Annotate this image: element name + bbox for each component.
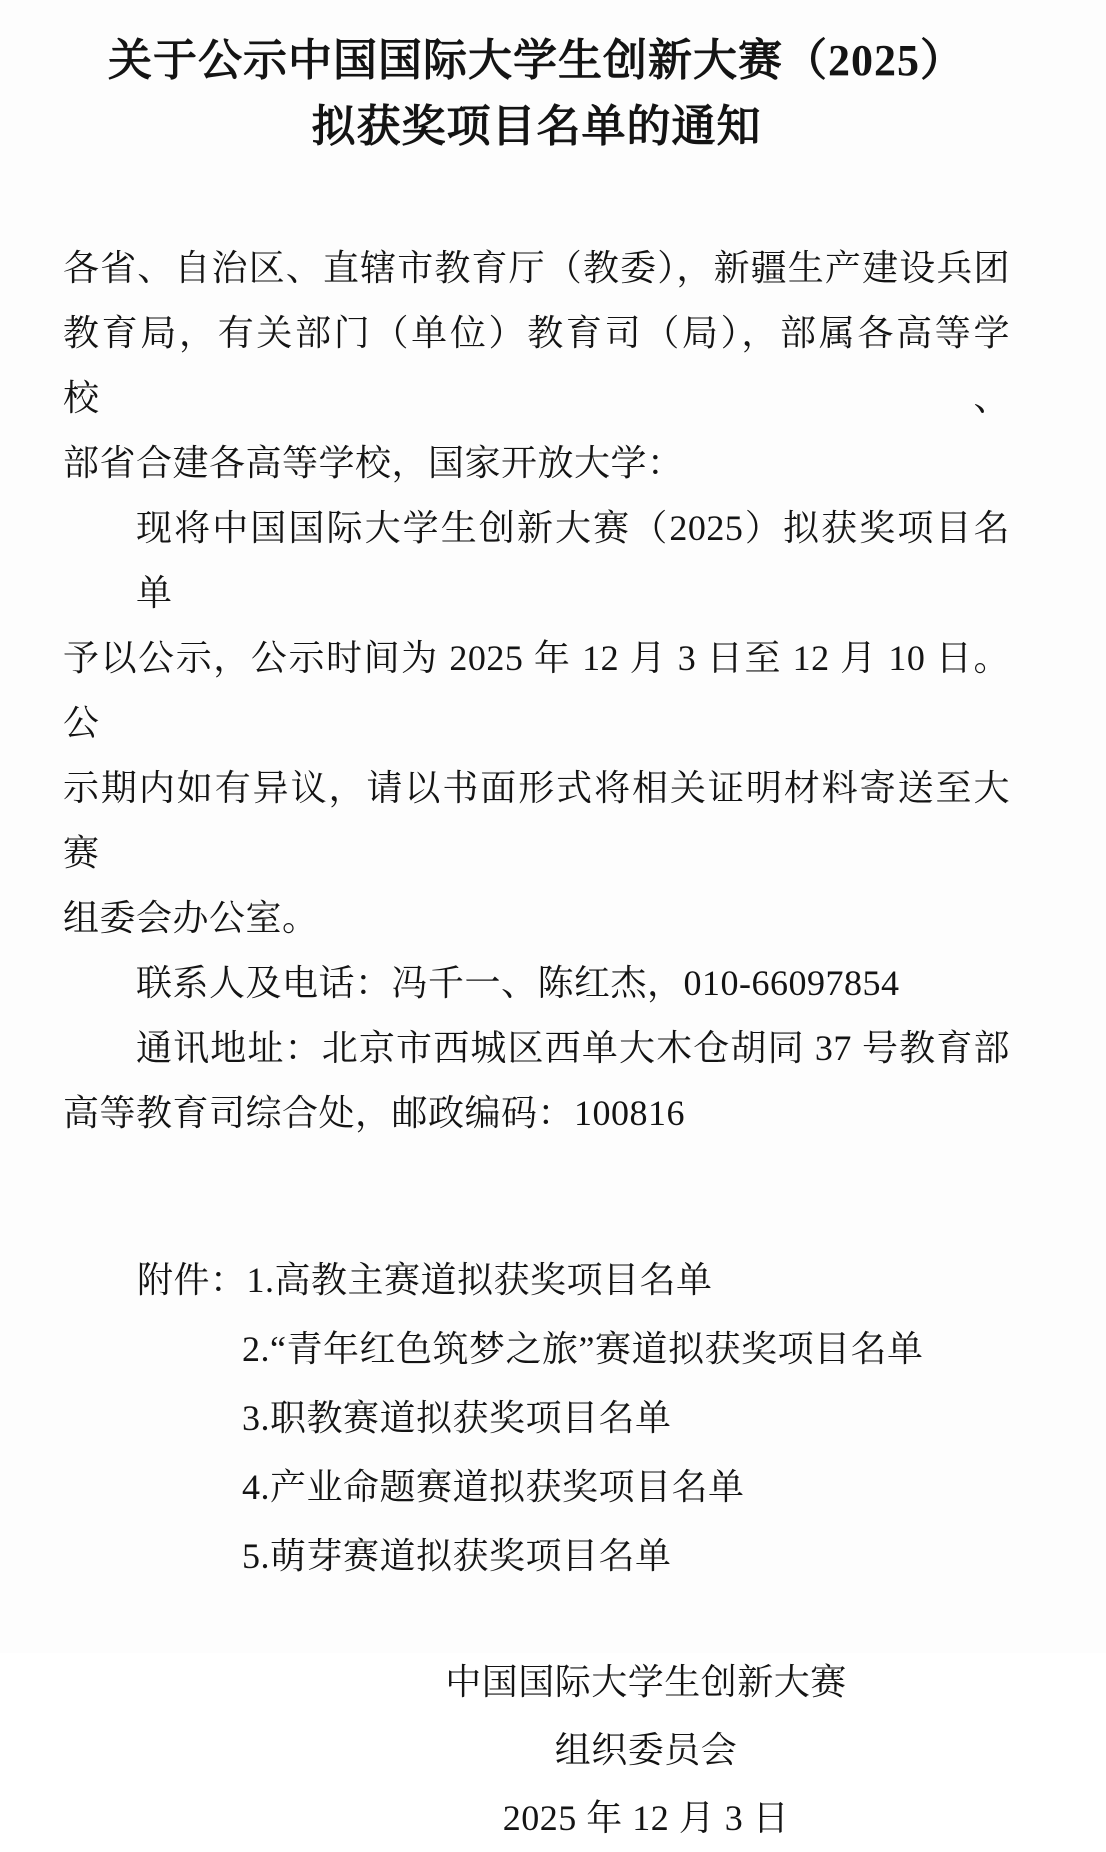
recipients-line-1: 各省、自治区、直辖市教育厅（教委），新疆生产建设兵团: [63, 248, 1010, 288]
signature-block: [442, 1648, 850, 1852]
document-body: [63, 236, 1010, 1146]
address-line-2: 高等教育司综合处，邮政编码：100816: [63, 1093, 686, 1133]
announcement-line-1: 现将中国国际大学生创新大赛（2025）拟获奖项目名单: [136, 508, 1010, 613]
attachments-label: 附件：: [137, 1260, 247, 1300]
attachment-item-5: 5.萌芽赛道拟获奖项目名单: [242, 1536, 672, 1576]
attachment-item-4: 4.产业命题赛道拟获奖项目名单: [242, 1467, 745, 1507]
signature-committee: 组织委员会: [554, 1730, 738, 1770]
title-line-2: 拟获奖项目名单的通知: [311, 102, 762, 151]
signature-org-name: 中国国际大学生创新大赛: [445, 1662, 847, 1702]
paragraph-announcement: [63, 496, 1010, 951]
announcement-line-3: 示期内如有异议，请以书面形式将相关证明材料寄送至大赛: [63, 768, 1010, 873]
paragraph-contact: [63, 951, 1010, 1016]
paragraph-recipients: [63, 236, 1010, 496]
attachment-item-3: 3.职教赛道拟获奖项目名单: [242, 1398, 672, 1438]
title-line-1: 关于公示中国国际大学生创新大赛（2025）: [108, 36, 965, 85]
announcement-line-4: 组委会办公室。: [63, 898, 319, 938]
address-line-1: 通讯地址：北京市西城区西单大木仓胡同 37 号教育部: [136, 1028, 1010, 1068]
signature-date: 2025 年 12 月 3 日: [502, 1798, 790, 1838]
attachment-item-1: 1.高教主赛道拟获奖项目名单: [246, 1260, 713, 1300]
announcement-line-2: 予以公示，公示时间为 2025 年 12 月 3 日至 12 月 10 日。公: [63, 638, 1010, 743]
attachments-list: [63, 1246, 1010, 1591]
contact-line: 联系人及电话：冯千一、陈红杰，010-66097854: [136, 963, 900, 1003]
recipients-line-3: 部省合建各高等学校，国家开放大学：: [63, 443, 684, 483]
attachment-row-1: [63, 1246, 1010, 1315]
attachment-item-2: 2.“青年红色筑梦之旅”赛道拟获奖项目名单: [242, 1329, 924, 1369]
recipients-line-2: 教育局，有关部门（单位）教育司（局），部属各高等学校、: [63, 313, 1010, 418]
paragraph-address: [63, 1016, 1010, 1146]
document-title: [63, 28, 1010, 160]
